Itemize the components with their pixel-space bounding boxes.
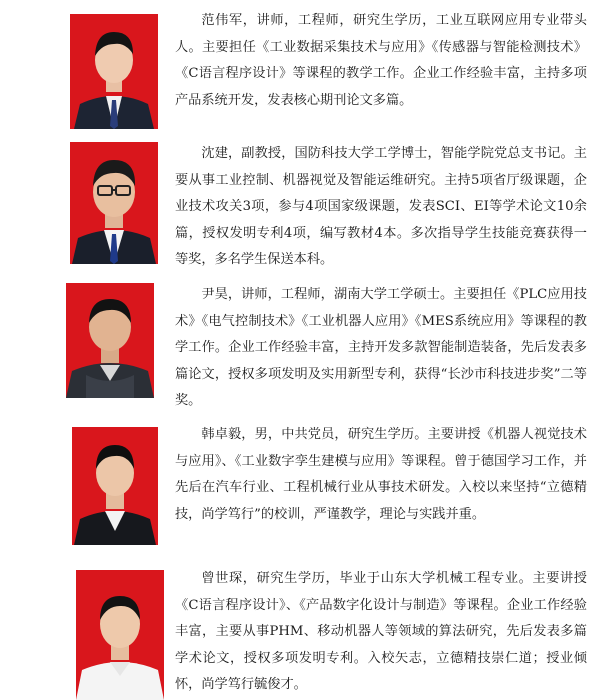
portrait-photo [70,14,158,129]
portrait-photo [72,427,158,545]
profile-bio: 韩卓毅，男，中共党员，研究生学历。主要讲授《机器人视觉技术与应用》、《工业数字孪生建模与应用》等课程。曾于德国学习工作，并先后在汽车行业、工程机械行业从事技术研发。入校以来坚持“立德精技，尚学笃行”的校训，严谨教学，理论与实践并重。 [175,427,587,522]
profile-bio: 曾世琛，研究生学历，毕业于山东大学机械工程专业。主要讲授《C语言程序设计》、《产品数字化设计与制造》等课程。企业工作经验丰富，主要从事PHM、移动机器人等领域的算法研究，先后发表多篇学术论文，授权多项发明专利。入校矢志，立德精技崇仁道；授业倾怀，尚学笃行毓俊才。 [175,571,587,692]
portrait-photo-icon [76,570,164,700]
portrait-photo [76,570,164,700]
portrait-photo [70,142,158,264]
profile-bio: 沈建，副教授，国防科技大学工学博士，智能学院党总支书记。主要从事工业控制、机器视觉及智能运维研究。主持5项省厅级课题，企业技术攻关3项，参与4项国家级课题，发表SCI、EI等学术论文10余篇，授权发明专利4项，编写教材4本。多次指导学生技能竞赛获得一等奖，多名学生保送本科。 [175,146,587,267]
portrait-photo-icon [72,427,158,545]
portrait-photo [66,283,154,398]
portrait-photo-icon [70,14,158,129]
portrait-photo-icon [70,142,158,264]
profile-bio: 尹昊，讲师，工程师，湖南大学工学硕士。主要担任《PLC应用技术》《电气控制技术》《工业机器人应用》《MES系统应用》等课程的教学工作。企业工作经验丰富，主持开发多款智能制造装备，先后发表多篇论文，授权多项发明及实用新型专利，获得“长沙市科技进步奖”二等奖。 [175,287,587,408]
profile-bio: 范伟军，讲师，工程师，研究生学历，工业互联网应用专业带头人。主要担任《工业数据采集技术与应用》《传感器与智能检测技术》《C语言程序设计》等课程的教学工作。企业工作经验丰富，主持多项产品系统开发，发表核心期刊论文多篇。 [175,13,587,108]
portrait-photo-icon [66,283,154,398]
